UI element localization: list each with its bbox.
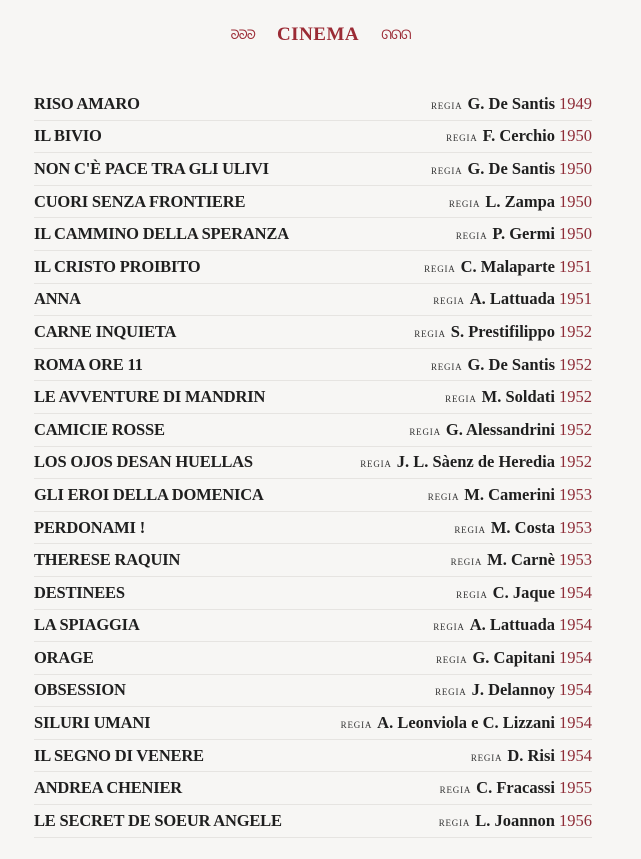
film-credit bbox=[449, 192, 592, 212]
film-credit bbox=[454, 518, 592, 538]
list-item bbox=[34, 381, 592, 414]
regia-label: REGIA bbox=[360, 459, 392, 470]
film-credit bbox=[456, 583, 592, 603]
list-item bbox=[34, 121, 592, 154]
list-item bbox=[34, 447, 592, 480]
film-credit bbox=[409, 420, 592, 440]
film-credit bbox=[451, 550, 592, 570]
film-year: 1954 bbox=[559, 615, 592, 635]
film-title: LE AVVENTURE DI MANDRIN bbox=[34, 387, 266, 407]
regia-label: REGIA bbox=[435, 654, 468, 665]
film-director: G. De Santis bbox=[467, 93, 555, 113]
film-credit bbox=[431, 159, 592, 179]
film-director: P. Germi bbox=[492, 224, 555, 244]
film-credit bbox=[428, 485, 592, 505]
film-credit bbox=[471, 746, 592, 766]
regia-label: REGIA bbox=[438, 817, 471, 828]
regia-label: REGIA bbox=[430, 165, 463, 176]
regia-label: REGIA bbox=[409, 426, 441, 437]
film-director: M. Costa bbox=[490, 517, 555, 537]
page-title: CINEMA bbox=[276, 24, 360, 45]
film-title: ROMA ORE 11 bbox=[34, 354, 143, 374]
regia-label: REGIA bbox=[430, 100, 463, 111]
film-credit bbox=[341, 713, 592, 733]
regia-label: REGIA bbox=[340, 720, 373, 731]
regia-label: REGIA bbox=[414, 328, 446, 339]
film-year: 1954 bbox=[559, 745, 592, 765]
list-item bbox=[34, 544, 592, 577]
film-credit bbox=[440, 778, 592, 798]
film-credit bbox=[446, 126, 592, 146]
film-year: 1950 bbox=[559, 224, 592, 244]
film-title: IL CAMMINO DELLA SPERANZA bbox=[34, 224, 289, 244]
regia-label: REGIA bbox=[450, 557, 483, 568]
film-year: 1951 bbox=[559, 289, 592, 309]
list-item bbox=[34, 479, 592, 512]
regia-label: REGIA bbox=[435, 687, 467, 698]
film-director: G. Alessandrini bbox=[445, 419, 555, 439]
list-item bbox=[34, 349, 592, 382]
film-title: CAMICIE ROSSE bbox=[34, 419, 165, 439]
list-item bbox=[34, 284, 592, 317]
film-director: D. Risi bbox=[507, 745, 555, 765]
film-title: IL CRISTO PROIBITO bbox=[34, 256, 201, 276]
film-title: ORAGE bbox=[34, 647, 94, 667]
film-year: 1953 bbox=[559, 550, 592, 570]
film-director: L. Zampa bbox=[485, 191, 555, 211]
film-year: 1950 bbox=[559, 126, 592, 146]
regia-label: REGIA bbox=[455, 231, 488, 242]
film-credit bbox=[424, 257, 592, 277]
list-item bbox=[34, 610, 592, 643]
list-item bbox=[34, 642, 592, 675]
film-credit bbox=[436, 648, 592, 668]
list-item bbox=[34, 772, 592, 805]
film-title: CUORI SENZA FRONTIERE bbox=[34, 191, 246, 211]
regia-label: REGIA bbox=[456, 589, 488, 600]
regia-label: REGIA bbox=[439, 785, 472, 796]
film-credit bbox=[414, 322, 592, 342]
film-title: GLI EROI DELLA DOMENICA bbox=[34, 484, 264, 504]
list-item bbox=[34, 805, 592, 838]
film-year: 1952 bbox=[559, 354, 592, 374]
list-item bbox=[34, 577, 592, 610]
film-director: A. Lattuada bbox=[469, 289, 555, 309]
filmography-list bbox=[34, 88, 592, 838]
film-year: 1952 bbox=[559, 419, 592, 439]
ornament-right-icon: ᘏᘏᘏ bbox=[381, 27, 411, 42]
film-year: 1952 bbox=[559, 387, 592, 407]
film-title: OBSESSION bbox=[34, 680, 126, 700]
film-title: IL BIVIO bbox=[34, 126, 102, 146]
list-item bbox=[34, 153, 592, 186]
film-year: 1950 bbox=[559, 191, 592, 211]
list-item bbox=[34, 414, 592, 447]
film-year: 1953 bbox=[559, 484, 592, 504]
film-year: 1949 bbox=[559, 93, 592, 113]
regia-label: REGIA bbox=[424, 263, 456, 274]
list-item bbox=[34, 512, 592, 545]
film-title: PERDONAMI ! bbox=[34, 517, 145, 537]
film-credit bbox=[456, 224, 592, 244]
regia-label: REGIA bbox=[433, 622, 465, 633]
regia-label: REGIA bbox=[446, 133, 478, 144]
list-item bbox=[34, 88, 592, 121]
film-director: C. Malaparte bbox=[460, 256, 555, 276]
list-item bbox=[34, 186, 592, 219]
film-director: M. Soldati bbox=[481, 387, 555, 407]
film-director: M. Carnè bbox=[487, 550, 555, 570]
ornament-left-icon: ᘐᘐᘐ bbox=[230, 27, 255, 42]
film-title: NON C'È PACE TRA GLI ULIVI bbox=[34, 158, 269, 178]
film-year: 1954 bbox=[559, 582, 592, 602]
list-item bbox=[34, 675, 592, 708]
film-director: G. De Santis bbox=[467, 158, 555, 178]
film-credit bbox=[433, 289, 592, 309]
film-title: RISO AMARO bbox=[34, 93, 140, 113]
film-title: ANDREA CHENIER bbox=[34, 778, 183, 798]
film-director: G. De Santis bbox=[467, 354, 555, 374]
film-year: 1954 bbox=[559, 713, 592, 733]
regia-label: REGIA bbox=[445, 394, 477, 405]
regia-label: REGIA bbox=[427, 491, 460, 502]
film-year: 1953 bbox=[559, 517, 592, 537]
film-director: C. Jaque bbox=[492, 582, 555, 602]
film-title: ANNA bbox=[34, 289, 81, 309]
regia-label: REGIA bbox=[433, 296, 465, 307]
film-title: THERESE RAQUIN bbox=[34, 550, 181, 570]
film-director: A. Leonviola e C. Lizzani bbox=[377, 713, 555, 733]
film-year: 1955 bbox=[559, 778, 592, 798]
regia-label: REGIA bbox=[454, 524, 486, 535]
list-item bbox=[34, 740, 592, 773]
film-director: M. Camerini bbox=[464, 484, 555, 504]
film-credit bbox=[439, 811, 592, 831]
film-director: S. Prestifilippo bbox=[450, 321, 555, 341]
regia-label: REGIA bbox=[470, 752, 503, 763]
film-title: LE SECRET DE SOEUR ANGELE bbox=[34, 810, 282, 830]
film-director: J. Delannoy bbox=[471, 680, 555, 700]
film-year: 1951 bbox=[559, 256, 592, 276]
list-item bbox=[34, 707, 592, 740]
film-director: A. Lattuada bbox=[469, 615, 555, 635]
film-title: IL SEGNO DI VENERE bbox=[34, 745, 204, 765]
film-director: G. Capitani bbox=[472, 647, 555, 667]
film-year: 1952 bbox=[559, 321, 592, 341]
page-header bbox=[0, 24, 641, 46]
film-year: 1954 bbox=[559, 647, 592, 667]
film-credit bbox=[360, 452, 592, 472]
film-credit bbox=[431, 94, 592, 114]
film-year: 1952 bbox=[559, 452, 592, 472]
film-director: F. Cerchio bbox=[482, 126, 555, 146]
film-year: 1954 bbox=[559, 680, 592, 700]
film-title: SILURI UMANI bbox=[34, 713, 151, 733]
film-year: 1950 bbox=[559, 158, 592, 178]
film-title: LOS OJOS DESAN HUELLAS bbox=[34, 452, 253, 472]
film-director: J. L. Sàenz de Heredia bbox=[396, 452, 555, 472]
list-item bbox=[34, 218, 592, 251]
film-year: 1956 bbox=[559, 810, 592, 830]
list-item bbox=[34, 316, 592, 349]
regia-label: REGIA bbox=[448, 198, 481, 209]
film-title: CARNE INQUIETA bbox=[34, 321, 177, 341]
list-item bbox=[34, 251, 592, 284]
film-credit bbox=[445, 387, 592, 407]
film-title: LA SPIAGGIA bbox=[34, 615, 140, 635]
film-director: C. Fracassi bbox=[476, 778, 555, 798]
film-credit bbox=[435, 680, 592, 700]
regia-label: REGIA bbox=[430, 361, 463, 372]
film-credit bbox=[433, 615, 592, 635]
film-title: DESTINEES bbox=[34, 582, 125, 602]
film-credit bbox=[431, 355, 592, 375]
film-director: L. Joannon bbox=[475, 810, 555, 830]
